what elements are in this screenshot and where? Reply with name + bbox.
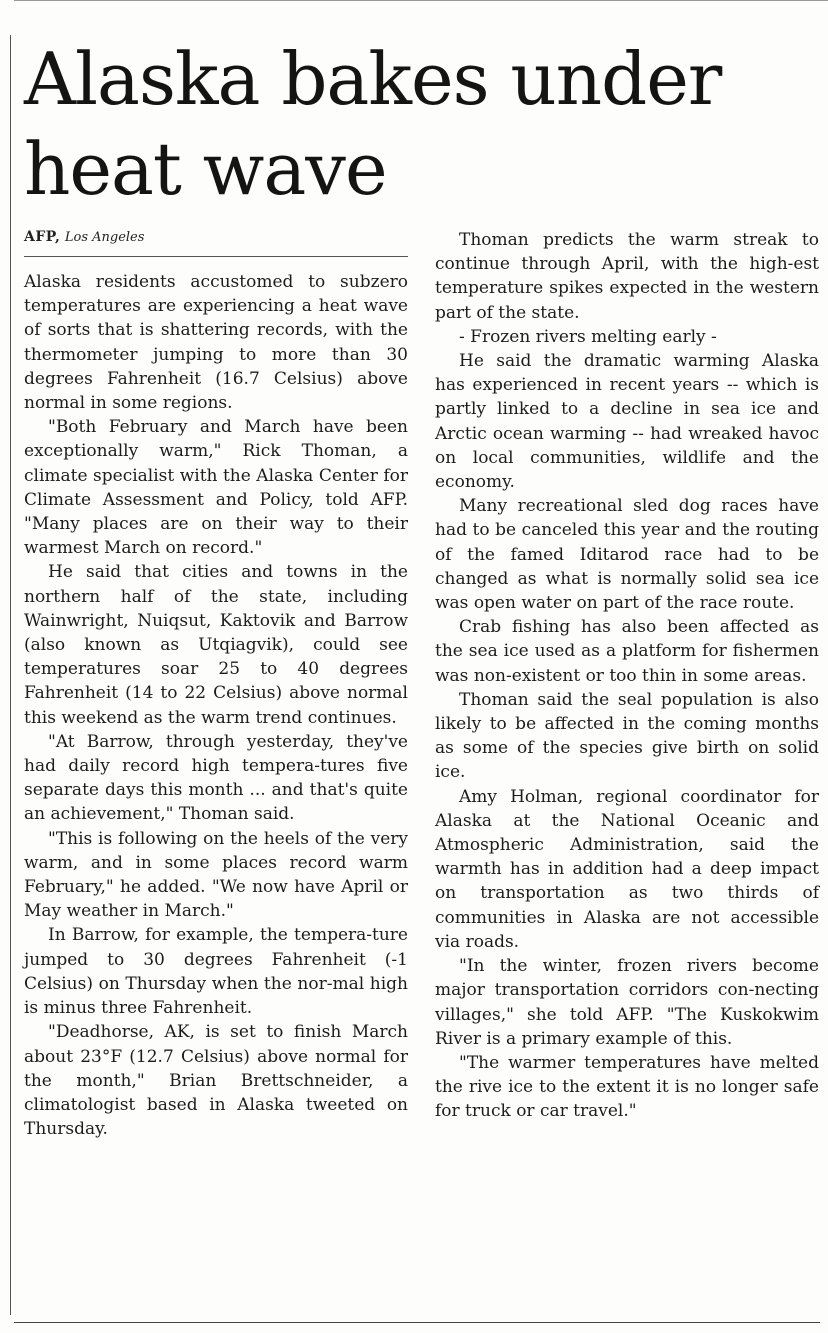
paragraph: "Deadhorse, AK, is set to finish March about 23°F (12.7 Celsius) above normal for the month," Brian Brettschneider, a climatologist based in Alaska tweeted on Thursday. (24, 1022, 408, 1140)
paragraph: Amy Holman, regional coordinator for Alaska at the National Oceanic and Atmospheric Administration, said the warmth has in addition had a deep impact on transportation as two thirds of communities in Alaska are not accessible via roads. (435, 786, 819, 952)
article-column-right (435, 228, 819, 1124)
paragraph: Thoman said the seal population is also likely to be affected in the coming months as some of the species give birth on solid ice. (435, 689, 819, 783)
paragraph: "The warmer temperatures have melted the rive ice to the extent it is no longer safe for truck or car travel." (435, 1052, 819, 1122)
paragraph: He said that cities and towns in the northern half of the state, including Wainwright, Nuiqsut, Kaktovik and Barrow (also known as Utqiagvik), could see temperatures soar 25 to 40 degrees Fahrenheit (14 to 22 Celsius) above normal this weekend as the warm trend continues. (24, 562, 408, 728)
paragraph: Many recreational sled dog races have had to be canceled this year and the routing of the famed Iditarod race had to be changed as what is normally solid sea ice was open water on part of the race route. (435, 496, 819, 614)
byline-agency: AFP, (24, 229, 61, 245)
paragraph: Thoman predicts the warm streak to continue through April, with the high-est temperature spikes expected in the western part of the state. (435, 230, 819, 323)
paragraph: "At Barrow, through yesterday, they've had daily record high tempera-tures five separate days this month ... and that's quite an achievement," Thoman said. (24, 731, 408, 825)
subheading: - Frozen rivers melting early - (459, 326, 717, 347)
article-column-left (24, 270, 408, 1141)
paragraph: Crab fishing has also been affected as the sea ice used as a platform for fishermen was non-existent or too thin in some areas. (435, 617, 819, 686)
headline: Alaska bakes under heat wave (24, 37, 722, 211)
top-rule (14, 0, 828, 1)
paragraph: He said the dramatic warming Alaska has experienced in recent years -- which is partly linked to a decline in sea ice and Arctic ocean warming -- had wreaked havoc on local communities, wildlife and the economy. (435, 351, 819, 493)
byline-location: Los Angeles (64, 230, 145, 245)
bottom-rule (14, 1322, 820, 1323)
paragraph: In Barrow, for example, the tempera-ture jumped to 30 degrees Fahrenheit (-1 Celsius) on Thursday when the nor-mal high is minus three Fahrenheit. (24, 925, 408, 1019)
paragraph: "In the winter, frozen rivers become major transportation corridors con-necting villages," she told AFP. "The Kuskokwim River is a primary example of this. (435, 956, 819, 1049)
byline (24, 228, 144, 247)
paragraph: "This is following on the heels of the very warm, and in some places record warm February," he added. "We now have April or May weather in March." (24, 828, 408, 922)
left-column-rule (10, 35, 11, 1315)
paragraph: "Both February and March have been exceptionally warm," Rick Thoman, a climate specialist with the Alaska Center for Climate Assessment and Policy, told AFP. "Many places are on their way to their warmest March on record." (24, 417, 408, 559)
paragraph: Alaska residents accustomed to subzero temperatures are experiencing a heat wave of sorts that is shattering records, with the thermometer jumping to more than 30 degrees Fahrenheit (16.7 Celsius) above normal in some regions. (24, 272, 408, 414)
byline-rule (24, 256, 408, 257)
